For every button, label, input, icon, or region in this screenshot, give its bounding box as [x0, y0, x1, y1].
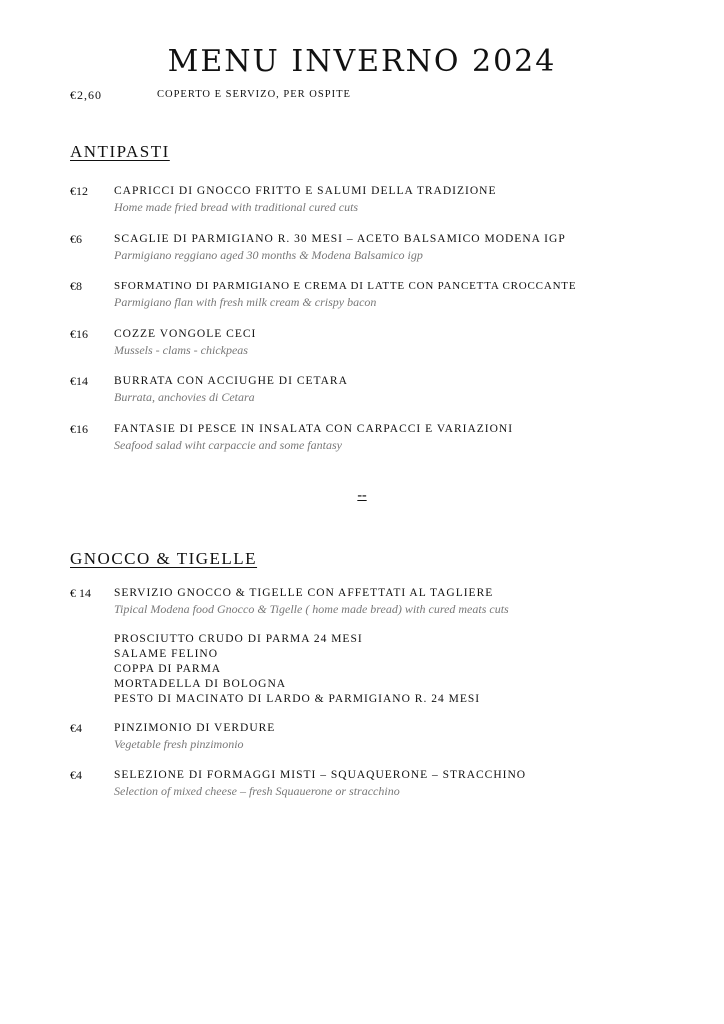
- coperto-price: €2,60: [70, 88, 102, 102]
- item-price: €16: [70, 422, 88, 436]
- item-name: CAPRICCI DI GNOCCO FRITTO E SALUMI DELLA TRADIZIONE: [114, 185, 497, 197]
- item-price: €6: [70, 232, 82, 246]
- section-separator: --: [357, 488, 367, 503]
- item-name: COZZE VONGOLE CECI: [114, 328, 257, 340]
- item-name: SFORMATINO DI PARMIGIANO E CREMA DI LATTE CON PANCETTA CROCCANTE: [114, 280, 577, 292]
- item-price: €16: [70, 327, 88, 341]
- page-title: MENU INVERNO 2024: [167, 44, 557, 79]
- item-description: Mussels - clams - chickpeas: [114, 343, 248, 357]
- cured-meat-item: SALAME FELINO: [114, 648, 219, 660]
- item-description: Selection of mixed cheese – fresh Squauerone or stracchino: [114, 784, 400, 798]
- item-price: €4: [70, 721, 82, 735]
- cured-meat-item: PESTO DI MACINATO DI LARDO & PARMIGIANO R. 24 MESI: [114, 693, 481, 705]
- item-price: €14: [70, 374, 88, 388]
- cured-meat-item: PROSCIUTTO CRUDO DI PARMA 24 MESI: [114, 633, 363, 645]
- item-description: Parmigiano flan with fresh milk cream & crispy bacon: [114, 295, 377, 309]
- item-description: Seafood salad wiht carpaccie and some fantasy: [114, 438, 342, 452]
- item-description: Parmigiano reggiano aged 30 months & Modena Balsamico igp: [114, 248, 423, 262]
- item-name: SCAGLIE DI PARMIGIANO R. 30 MESI – ACETO BALSAMICO MODENA IGP: [114, 233, 566, 245]
- cured-meat-item: COPPA DI PARMA: [114, 663, 222, 675]
- item-name: FANTASIE DI PESCE IN INSALATA CON CARPACCI E VARIAZIONI: [114, 423, 514, 435]
- item-description: Home made fried bread with traditional cured cuts: [114, 200, 359, 214]
- item-name: SELEZIONE DI FORMAGGI MISTI – SQUAQUERONE – STRACCHINO: [114, 769, 527, 781]
- section-heading-antipasti: ANTIPASTI: [70, 142, 170, 161]
- item-name: PINZIMONIO DI VERDURE: [114, 722, 276, 734]
- item-price: €8: [70, 279, 82, 293]
- item-price: € 14: [70, 586, 91, 600]
- item-price: €12: [70, 184, 88, 198]
- section-heading-gnocco-tigelle: GNOCCO & TIGELLE: [70, 549, 258, 568]
- item-name: SERVIZIO GNOCCO & TIGELLE CON AFFETTATI AL TAGLIERE: [114, 587, 494, 599]
- item-description: Vegetable fresh pinzimonio: [114, 737, 244, 751]
- cured-meat-item: MORTADELLA DI BOLOGNA: [114, 678, 287, 690]
- item-name: BURRATA CON ACCIUGHE DI CETARA: [114, 375, 348, 387]
- item-description: Burrata, anchovies di Cetara: [114, 390, 255, 404]
- item-price: €4: [70, 768, 82, 782]
- item-description: Tipical Modena food Gnocco & Tigelle ( home made bread) with cured meats cuts: [114, 602, 509, 616]
- coperto-label: COPERTO E SERVIZO, PER OSPITE: [157, 89, 351, 100]
